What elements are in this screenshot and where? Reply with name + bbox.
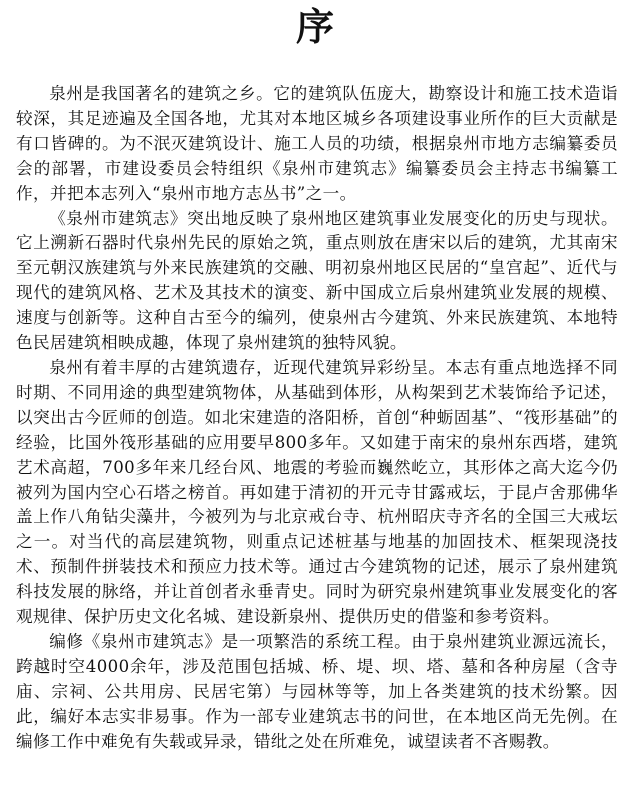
paragraph-4: 编修《泉州市建筑志》是一项繁浩的系统工程。由于泉州建筑业源远流长，跨越时空4000余年，涉及范围包括城、桥、堤、坝、塔、墓和各种房屋（含寺庙、宗祠、公共用房、民居宅第）与园林等等，加上各类建筑的技术纷繁。因此，编好本志实非易事。作为一部专业建筑志书的问世，在本地区尚无先例。在编修工作中难免有失载或异录，错纰之处在所难免，诚望读者不吝赐教。 [16,631,618,751]
paragraph-1: 泉州是我国著名的建筑之乡。它的建筑队伍庞大，勘察设计和施工技术造诣较深，其足迹遍及全国各地，尤其对本地区城乡各项建设事业所作的巨大贡献是有口皆碑的。为不泯灭建筑设计、施工人员的功绩，根据泉州市地方志编纂委员会的部署，市建设委员会特组织《泉州市建筑志》编纂委员会主持志书编纂工作，并把本志列入“泉州市地方志丛书”之一。 [16,84,618,203]
paragraph-3: 泉州有着丰厚的古建筑遗存，近现代建筑异彩纷呈。本志有重点地选择不同时期、不同用途的典型建筑物体，从基础到体形，从构架到艺术装饰给予记述，以突出古今匠师的创造。如北宋建造的洛阳桥，首创“种蛎固基”、“筏形基础”的经验，比国外筏形基础的应用要早800多年。又如建于南宋的泉州东西塔，建筑艺术高超，700多年来几经台风、地震的考验而巍然屹立，其形体之高大迄今仍被列为国内空心石塔之榜首。再如建于清初的开元寺甘露戒坛，于昆卢舍那佛华盖上作八角钻尖藻井，今被列为与北京戒台寺、杭州昭庆寺齐名的全国三大戒坛之一。对当代的高层建筑物，则重点记述桩基与地基的加固技术、框架现浇技术、预制件拼装技术和预应力技术等。通过古今建筑物的记述，展示了泉州建筑科技发展的脉络，并让首创者永垂青史。同时为研究泉州建筑事业发展变化的客观规律、保护历史文化名城、建设新泉州、提供历史的借鉴和参考资料。 [16,357,618,627]
page-title: 序 [295,5,336,49]
preface-body [16,82,618,754]
paragraph-2: 《泉州市建筑志》突出地反映了泉州地区建筑事业发展变化的历史与现状。它上溯新石器时代泉州先民的原始之筑，重点则放在唐宋以后的建筑，尤其南宋至元朝汉族建筑与外来民族建筑的交融、明初泉州地区民居的“皇宫起”、近代与现代的建筑风格、艺术及其技术的演变、新中国成立后泉州建筑业发展的规模、速度与创新等。这种自古至今的编列，使泉州古今建筑、外来民族建筑、本地特色民居建筑相映成趣，体现了泉州建筑的独特风貌。 [16,208,618,353]
